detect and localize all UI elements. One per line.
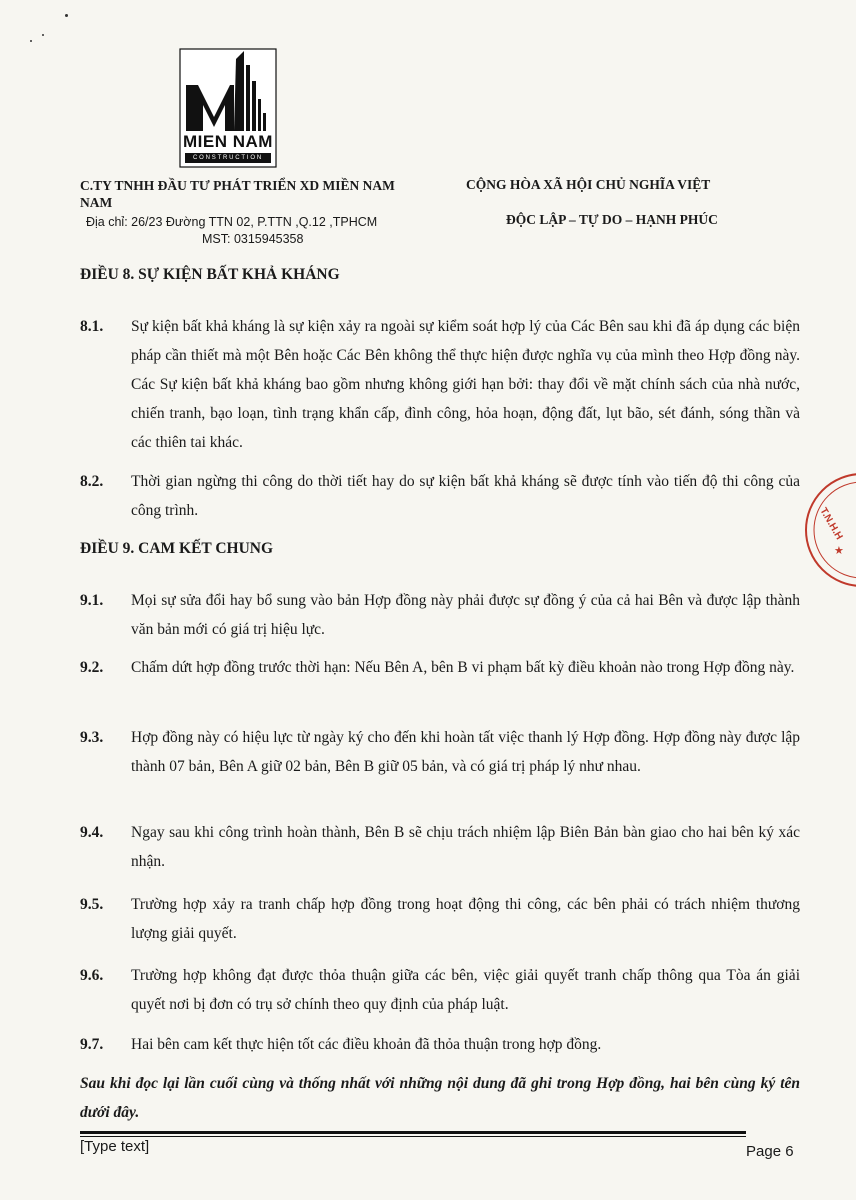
scan-speck bbox=[42, 34, 44, 36]
national-motto: ĐỘC LẬP – TỰ DO – HẠNH PHÚC bbox=[506, 212, 718, 227]
clause-text: Sự kiện bất khả kháng là sự kiện xảy ra ngoài sự kiểm soát hợp lý của Các Bên sau khi đã áp dụng các biện pháp cần thiết mà một Bên hoặc Các Bên không thể thực hiện được nghĩa vụ của mình theo Hợp đồng này. Các Sự kiện bất khả kháng bao gồm nhưng không giới hạn bởi: thay đổi về mặt chính sách của nhà nước, chiến tranh, bạo loạn, tình trạng khẩn cấp, đình công, hỏa hoạn, động đất, lụt bão, sét đánh, sóng thần và các thiên tai khác. bbox=[131, 318, 800, 451]
clause-9-3 bbox=[80, 723, 800, 781]
clause-number: 9.2. bbox=[80, 659, 104, 676]
footer-rule-thin bbox=[80, 1136, 746, 1137]
clause-number: 8.2. bbox=[80, 473, 104, 490]
scan-speck bbox=[65, 14, 68, 17]
clause-number: 9.4. bbox=[80, 824, 104, 841]
nation-title: CỘNG HÒA XÃ HỘI CHỦ NGHĨA VIỆT bbox=[466, 177, 711, 192]
clause-9-4 bbox=[80, 818, 800, 876]
company-seal bbox=[800, 470, 856, 590]
clause-8-1 bbox=[80, 312, 800, 457]
company-logo bbox=[178, 47, 278, 171]
clause-number: 9.7. bbox=[80, 1036, 104, 1053]
clause-text: Hợp đồng này có hiệu lực từ ngày ký cho đến khi hoàn tất việc thanh lý Hợp đồng. Hợp đồng này được lập thành 07 bản, Bên A giữ 02 bản, Bên B giữ 05 bản, và có giá trị pháp lý như nhau. bbox=[131, 729, 800, 775]
clause-number: 9.6. bbox=[80, 967, 104, 984]
clause-number: 9.5. bbox=[80, 896, 104, 913]
svg-text:T.N.H.H: T.N.H.H bbox=[817, 506, 845, 542]
clause-text: Ngay sau khi công trình hoàn thành, Bên B sẽ chịu trách nhiệm lập Biên Bản bàn giao cho hai bên ký xác nhận. bbox=[131, 824, 800, 870]
company-address: Địa chỉ: 26/23 Đường TTN 02, P.TTN ,Q.12 ,TPHCM bbox=[86, 215, 378, 229]
article-8-title: ĐIỀU 8. SỰ KIỆN BẤT KHẢ KHÁNG bbox=[80, 266, 340, 283]
clause-8-2 bbox=[80, 467, 800, 525]
clause-9-2 bbox=[80, 653, 800, 682]
page-number: Page 6 bbox=[746, 1143, 794, 1160]
clause-9-7 bbox=[80, 1030, 800, 1059]
clause-9-1 bbox=[80, 586, 800, 644]
clause-9-6 bbox=[80, 961, 800, 1019]
clause-text: Trường hợp xảy ra tranh chấp hợp đồng trong hoạt động thi công, các bên phải có trách nhiệm thương lượng giải quyết. bbox=[131, 896, 800, 942]
clause-number: 9.3. bbox=[80, 729, 104, 746]
footer-rule bbox=[80, 1131, 746, 1134]
svg-text:★: ★ bbox=[834, 545, 844, 557]
company-name: C.TY TNHH ĐẦU TƯ PHÁT TRIỂN XD MIỀN NAM NAM bbox=[80, 178, 395, 210]
clause-number: 8.1. bbox=[80, 318, 104, 335]
clause-9-5 bbox=[80, 890, 800, 948]
company-header bbox=[80, 177, 430, 246]
clause-text: Hai bên cam kết thực hiện tốt các điều khoản đã thỏa thuận trong hợp đồng. bbox=[131, 1036, 602, 1053]
clause-text: Mọi sự sửa đổi hay bổ sung vào bản Hợp đồng này phải được sự đồng ý của cả hai Bên và được lập thành văn bản mới có giá trị hiệu lực. bbox=[131, 592, 800, 638]
clause-text: Thời gian ngừng thi công do thời tiết hay do sự kiện bất khả kháng sẽ được tính vào tiến độ thi công của công trình. bbox=[131, 473, 800, 519]
company-tax-code: MST: 0315945358 bbox=[202, 232, 304, 246]
footer-placeholder: [Type text] bbox=[80, 1138, 150, 1155]
closing-statement: Sau khi đọc lại lần cuối cùng và thống nhất với những nội dung đã ghi trong Hợp đồng, hai bên cùng ký tên dưới đây. bbox=[80, 1075, 800, 1121]
clause-number: 9.1. bbox=[80, 592, 104, 609]
clause-text: Chấm dứt hợp đồng trước thời hạn: Nếu Bên A, bên B vi phạm bất kỳ điều khoản nào trong Hợp đồng này. bbox=[131, 659, 795, 676]
seal-icon bbox=[800, 470, 856, 590]
national-header bbox=[466, 177, 746, 228]
logo-subtitle: CONSTRUCTION bbox=[185, 153, 271, 163]
logo-wordmark: MIEN NAM bbox=[183, 132, 273, 151]
scan-speck bbox=[30, 40, 32, 42]
clause-text: Trường hợp không đạt được thỏa thuận giữa các bên, việc giải quyết tranh chấp thông qua Tòa án giải quyết nơi bị đơn có trụ sở chính theo quy định của pháp luật. bbox=[131, 967, 800, 1013]
article-9-title: ĐIỀU 9. CAM KẾT CHUNG bbox=[80, 540, 274, 557]
